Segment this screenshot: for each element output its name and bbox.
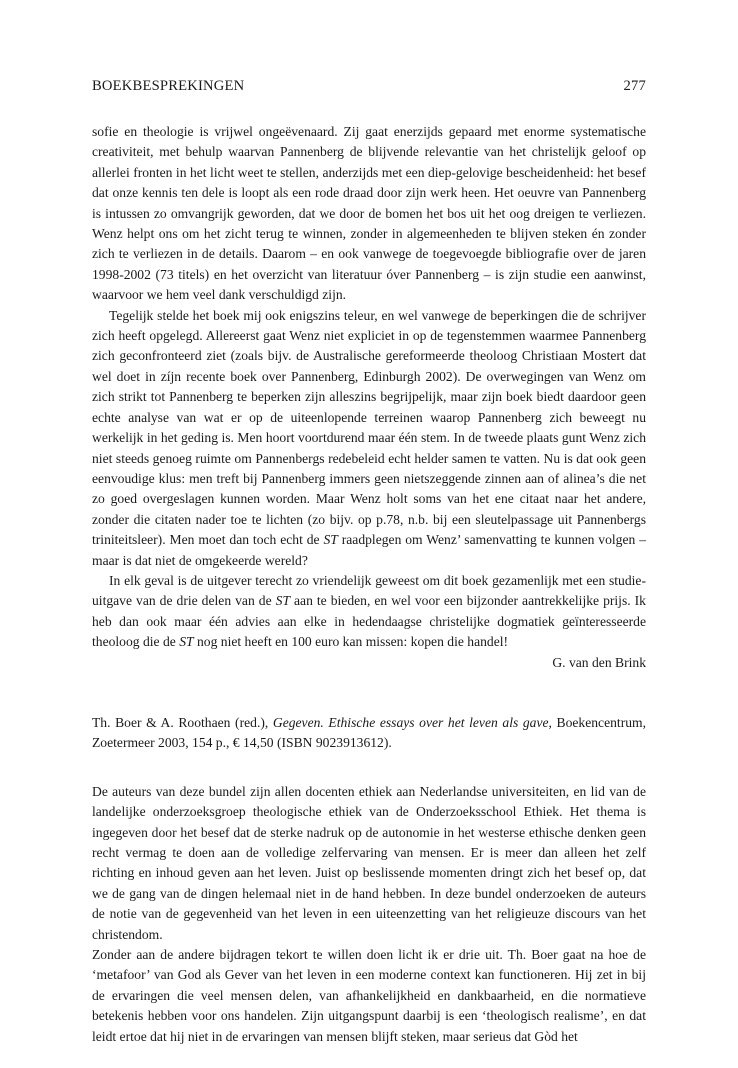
body-text bbox=[92, 122, 646, 1047]
review2-paragraph-2: Zonder aan de andere bijdragen tekort te willen doen licht ik er drie uit. Th. Boer gaat na hoe de ‘metafoor’ van God als Gever van het leven in een moderne context kan functioneren. Hij zet in bij de ervaringen die veel mensen delen, van afhankelijkheid en dankbaarheid, en die normatieve betekenis hebben voor ons handelen. Zijn uitgangspunt daarbij is een ‘theologisch realisme’, en dat leidt ertoe dat hij niet in de ervaringen van mensen blijft steken, maar serieus dat Gòd het bbox=[92, 947, 646, 1044]
st-abbrev: ST bbox=[323, 532, 338, 548]
review2-paragraph-1: De auteurs van deze bundel zijn allen docenten ethiek aan Nederlandse universiteiten, en lid van de landelijke onderzoeksgroep theologische ethiek van de Onderzoeksschool Ethiek. Het thema is ingegeven door het besef dat de sterke nadruk op de autonomie in het westerse ethische denken geen recht vermag te doen aan de volledige zelfervaring van mensen. Er is meer dan alleen het zelf richting en inhoud geven aan het leven. Juist op beslissende momenten dringt zich het besef op, dat we de gang van de dingen helemaal niet in de hand hebben. In deze bundel onderzoeken de auteurs de notie van de gegevenheid van het leven in een uiteenzetting van het religieuze discours van het christendom. bbox=[92, 783, 646, 942]
review1-paragraph-1: sofie en theologie is vrijwel ongeëvenaard. Zij gaat enerzijds gepaard met enorme systematische creativiteit, met behulp waarvan Pannenberg de blijvende relevantie van het christelijk geloof op allerlei fronten in het licht weet te stellen, anderzijds met een diep-gelovige bescheidenheid: het besef dat onze kennis ten dele is loopt als een rode draad door zijn werk heen. Het oeuvre van Pannenberg is intussen zo omvangrijk geworden, dat we door de bomen het bos uit het oog dreigen te verliezen. Wenz helpt ons om het zicht terug te winnen, zonder in algemeenheden te blijven steken én zonder zich te verliezen in de details. Daarom – en ook vanwege de toegevoegde bibliografie over de jaren 1998-2002 (73 titels) en het overzicht van literatuur óver Pannenberg – is zijn studie een aanwinst, waarvoor we hem veel dank verschuldigd zijn. bbox=[92, 124, 646, 303]
book-title: Gegeven. Ethische essays over het leven als gave bbox=[272, 714, 549, 730]
st-abbrev: ST bbox=[275, 593, 290, 609]
review1-paragraph-3: In elk geval is de uitgever terecht zo vriendelijk geweest om dit boek gezamenlijk met een studie-uitgave van de drie delen van de ST aan te bieden, en wel voor een bijzonder aantrekkelijke prijs. Ik heb dan ook maar één advies aan elke in hedendaagse christelijke dogmatiek geïnteresseerde theoloog die de ST nog niet heeft en 100 euro kan missen: kopen die handel! bbox=[92, 572, 646, 650]
review1-paragraph-2: Tegelijk stelde het boek mij ook enigszins teleur, en wel vanwege de beperkingen die de schrijver zich heeft opgelegd. Allereerst gaat Wenz niet expliciet in op de tegenstemmen waarmee Pannenberg zich geconfronteerd ziet (zoals bijv. de Australische gereformeerde theoloog Christiaan Mostert dat wel doet in zíjn recente boek over Pannenberg, Edinburgh 2002). De overwegingen van Wenz om zich strikt tot Pannenberg te beperken zijn alleszins begrijpelijk, maar zijn boek biedt daardoor geen echte analyse van wat er op de uiteenlopende terreinen waarop Pannenberg zich beweegt nu werkelijk in het geding is. Men hoort voortdurend maar één stem. In de tweede plaats gunt Wenz zich niet steeds genoeg ruimte om Pannenbergs redebeleid echt helder samen te vatten. Nu is dat ook geen eenvoudige klus: men treft bij Pannenberg immers geen nietszeggende zinnen aan of alinea’s die net zo goed overgeslagen kunnen worden. Maar Wenz holt soms van het ene citaat naar het andere, zonder die citaten nader toe te lichten (zo bijv. op p.78, n.b. bij een sleutelpassage uit Pannenbergs triniteitsleer). Men moet dan toch echt de ST raadplegen om Wenz’ samenvatting te kunnen volgen – maar is dat niet de omgekeerde wereld? bbox=[92, 307, 646, 568]
st-abbrev: ST bbox=[179, 634, 194, 650]
book-reference: Th. Boer & A. Roothaen (red.), Gegeven. Ethische essays over het leven als gave, Boekencentrum, Zoetermeer 2003, 154 p., € 14,50 (ISBN 9023913612). bbox=[92, 714, 646, 751]
reviewer-signature: G. van den Brink bbox=[552, 654, 646, 670]
running-header bbox=[92, 78, 646, 95]
page-number: 277 bbox=[623, 78, 646, 94]
section-title: BOEKBESPREKINGEN bbox=[92, 78, 245, 94]
